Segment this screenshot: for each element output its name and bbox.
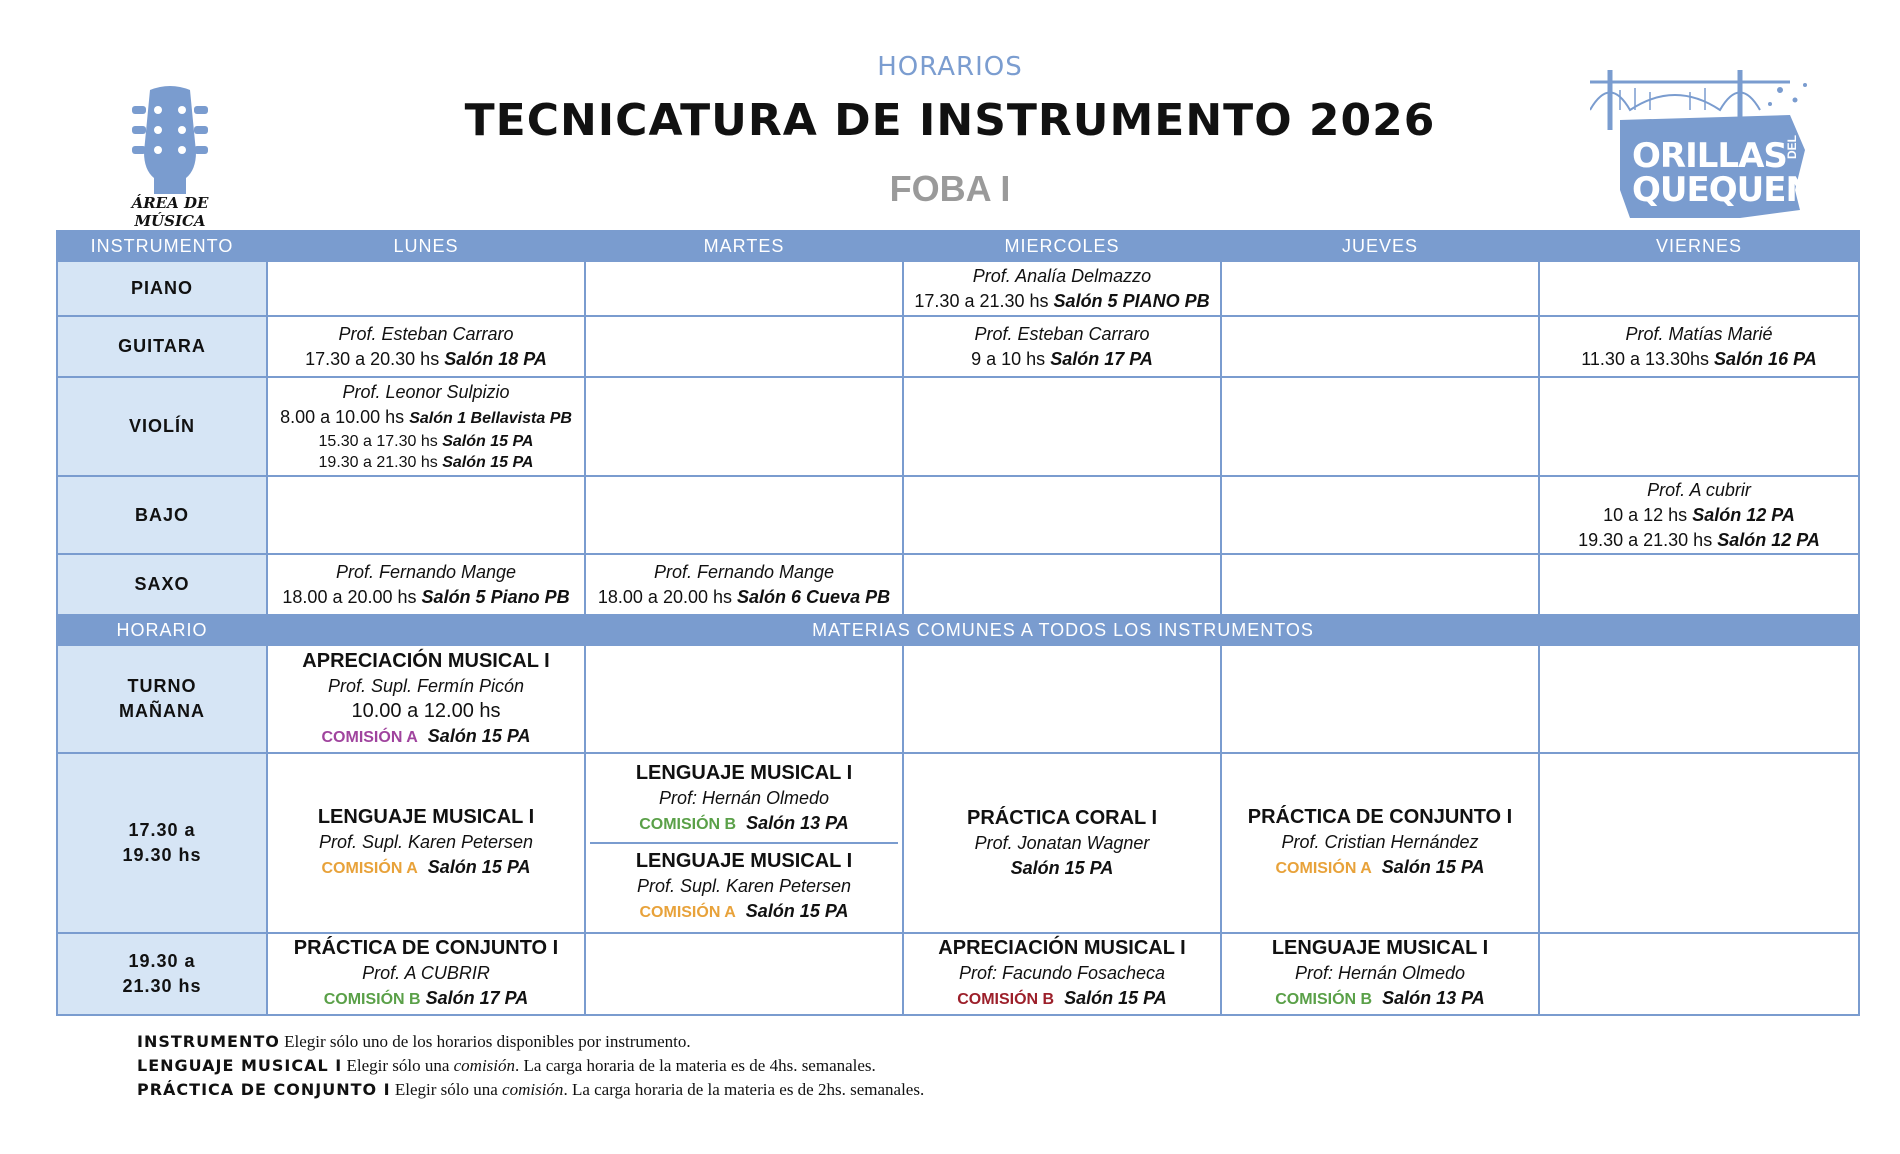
comision-badge: COMISIÓN B bbox=[1275, 991, 1373, 1008]
room: Salón 15 PA bbox=[1010, 857, 1114, 878]
martes-comision-b-block bbox=[590, 756, 898, 844]
col-header-instrumento: INSTRUMENTO bbox=[57, 231, 267, 261]
cell-empty bbox=[1539, 753, 1859, 933]
room: Salón 1 Bellavista PB bbox=[409, 410, 572, 427]
time: 18.00 a 20.00 hs bbox=[282, 586, 417, 607]
time: 18.00 a 20.00 hs bbox=[597, 586, 733, 607]
cell-empty bbox=[267, 261, 585, 316]
room: Salón 17 PA bbox=[425, 988, 529, 1008]
note-instrumento bbox=[137, 1030, 924, 1054]
cell-noche-miercoles bbox=[903, 933, 1221, 1015]
instrument-label: GUITARA bbox=[57, 316, 267, 377]
room: Salón 5 PIANO PB bbox=[1053, 290, 1210, 311]
time-slot-label bbox=[57, 933, 267, 1015]
room: Salón 15 PA bbox=[442, 433, 534, 450]
room: Salón 6 Cueva PB bbox=[737, 586, 891, 607]
time-slot-label bbox=[57, 753, 267, 933]
schedule-line bbox=[272, 986, 580, 1012]
footnotes bbox=[137, 1030, 924, 1102]
time-slot-line: 19.30 hs bbox=[122, 845, 202, 865]
level-label: FOBA I bbox=[889, 168, 1011, 209]
note-text: Elegir sólo una bbox=[346, 1056, 450, 1075]
professor: Prof: Hernán Olmedo bbox=[1294, 963, 1466, 983]
cell-guitara-viernes bbox=[1539, 316, 1859, 377]
col-header-viernes: VIERNES bbox=[1539, 231, 1859, 261]
time: 11.30 a 13.30hs bbox=[1581, 348, 1710, 369]
subject: LENGUAJE MUSICAL I bbox=[317, 806, 535, 828]
cell-empty bbox=[1539, 645, 1859, 753]
common-header-row bbox=[57, 615, 1859, 645]
room: Salón 15 PA bbox=[1064, 988, 1167, 1008]
row-saxo bbox=[57, 554, 1859, 615]
room: Salón 15 PA bbox=[427, 725, 531, 746]
cell-tarde-jueves bbox=[1221, 753, 1539, 933]
cell-empty bbox=[903, 645, 1221, 753]
cell-guitara-lunes bbox=[267, 316, 585, 377]
professor: Prof. Matías Marié bbox=[1625, 323, 1773, 344]
time-slot-line: 21.30 hs bbox=[122, 976, 202, 996]
instrument-label: VIOLÍN bbox=[57, 377, 267, 476]
schedule-line bbox=[272, 585, 580, 610]
schedule-line bbox=[908, 347, 1216, 372]
time: 19.30 a 21.30 hs bbox=[1578, 529, 1713, 550]
row-piano bbox=[57, 261, 1859, 316]
professor: Prof. Esteban Carraro bbox=[338, 323, 514, 344]
comision-badge: COMISIÓN A bbox=[321, 860, 418, 877]
time: 10 a 12 hs bbox=[1603, 504, 1688, 525]
schedule-line bbox=[908, 986, 1216, 1012]
schedule-line bbox=[272, 431, 580, 452]
schedule-line bbox=[594, 899, 894, 925]
time: 17.30 a 20.30 hs bbox=[305, 348, 440, 369]
room: Salón 15 PA bbox=[427, 857, 531, 877]
cell-tarde-martes bbox=[585, 753, 903, 933]
cell-manana-lunes bbox=[267, 645, 585, 753]
time-slot-line: 17.30 a bbox=[128, 820, 196, 840]
schedule-line bbox=[272, 855, 580, 881]
col-header-lunes: LUNES bbox=[267, 231, 585, 261]
professor: Prof. A cubrir bbox=[1647, 479, 1751, 500]
cell-empty bbox=[585, 476, 903, 554]
note-text: Elegir sólo una bbox=[394, 1080, 498, 1099]
area-de-musica-logo bbox=[100, 82, 240, 230]
professor: Prof. Fernando Mange bbox=[335, 561, 517, 582]
cell-tarde-lunes bbox=[267, 753, 585, 933]
logo-text-del: DEL bbox=[1785, 135, 1799, 159]
room: Salón 15 PA bbox=[1381, 857, 1485, 877]
guitar-headstock-icon bbox=[100, 82, 240, 194]
professor: Prof: Facundo Fosacheca bbox=[958, 963, 1166, 983]
note-text: . La carga horaria de la materia es de 4hs. semanales. bbox=[515, 1056, 876, 1075]
room: Salón 18 PA bbox=[444, 348, 547, 369]
schedule-line bbox=[1544, 503, 1854, 528]
schedule-line bbox=[272, 724, 580, 750]
time-slot-label bbox=[57, 645, 267, 753]
cell-empty bbox=[1539, 933, 1859, 1015]
room: Salón 12 PA bbox=[1717, 529, 1820, 550]
cell-empty bbox=[585, 933, 903, 1015]
note-key: LENGUAJE MUSICAL I bbox=[137, 1056, 343, 1075]
subject: LENGUAJE MUSICAL I bbox=[635, 850, 853, 872]
professor: Prof. Analía Delmazzo bbox=[972, 265, 1152, 286]
schedule-line bbox=[272, 405, 580, 431]
schedule-line bbox=[908, 289, 1216, 314]
professor: Prof. Leonor Sulpizio bbox=[342, 382, 510, 402]
comision-badge: COMISIÓN A bbox=[639, 904, 736, 921]
time: 17.30 a 21.30 hs bbox=[914, 290, 1049, 311]
cell-empty bbox=[585, 645, 903, 753]
room: Salón 15 PA bbox=[745, 901, 849, 921]
comision-badge: COMISIÓN B bbox=[957, 991, 1055, 1008]
professor: Prof. Esteban Carraro bbox=[974, 323, 1150, 344]
cell-empty bbox=[1221, 316, 1539, 377]
logo-text-orillas: ORILLAS bbox=[1632, 136, 1787, 176]
cell-empty bbox=[267, 476, 585, 554]
schedule-line bbox=[1544, 528, 1854, 553]
professor: Prof. Supl. Karen Petersen bbox=[636, 876, 852, 896]
note-key: PRÁCTICA DE CONJUNTO I bbox=[137, 1080, 391, 1099]
martes-comision-a-block bbox=[590, 844, 898, 930]
time: 9 a 10 hs bbox=[971, 348, 1046, 369]
room: Salón 15 PA bbox=[442, 454, 534, 471]
room: Salón 13 PA bbox=[746, 813, 849, 833]
row-turno-manana bbox=[57, 645, 1859, 753]
time-slot-line: TURNO bbox=[127, 676, 197, 696]
note-italic: comisión bbox=[453, 1056, 516, 1075]
time-slot-line: 19.30 a bbox=[128, 951, 196, 971]
time: 10.00 a 12.00 hs bbox=[351, 699, 501, 722]
comision-badge: COMISIÓN B bbox=[323, 991, 421, 1008]
cell-empty bbox=[903, 554, 1221, 615]
cell-empty bbox=[1539, 377, 1859, 476]
room: Salón 13 PA bbox=[1382, 988, 1485, 1008]
instrument-label: BAJO bbox=[57, 476, 267, 554]
row-guitara bbox=[57, 316, 1859, 377]
comision-badge: COMISIÓN A bbox=[321, 728, 418, 746]
schedule-line bbox=[1226, 986, 1534, 1012]
note-text: . La carga horaria de la materia es de 2hs. semanales. bbox=[563, 1080, 925, 1099]
schedule-line bbox=[272, 347, 580, 372]
subject: APRECIACIÓN MUSICAL I bbox=[302, 649, 550, 672]
cell-saxo-martes bbox=[585, 554, 903, 615]
time: 8.00 a 10.00 hs bbox=[280, 407, 405, 427]
cell-saxo-lunes bbox=[267, 554, 585, 615]
room: Salón 12 PA bbox=[1692, 504, 1795, 525]
time-slot-line: MAÑANA bbox=[119, 701, 205, 721]
subject: PRÁCTICA DE CONJUNTO I bbox=[293, 937, 559, 959]
cell-empty bbox=[1221, 476, 1539, 554]
note-practica bbox=[137, 1078, 924, 1102]
cell-empty bbox=[1539, 261, 1859, 316]
time: 19.30 a 21.30 hs bbox=[318, 454, 438, 471]
col-header-jueves: JUEVES bbox=[1221, 231, 1539, 261]
room: Salón 17 PA bbox=[1050, 348, 1153, 369]
col-header-materias-comunes: MATERIAS COMUNES A TODOS LOS INSTRUMENTOS bbox=[267, 615, 1859, 645]
cell-noche-jueves bbox=[1221, 933, 1539, 1015]
schedule-line bbox=[1544, 347, 1854, 372]
row-bajo bbox=[57, 476, 1859, 554]
note-text: Elegir sólo uno de los horarios disponibles por instrumento. bbox=[284, 1032, 691, 1051]
note-lenguaje bbox=[137, 1054, 924, 1078]
professor: Prof. Supl. Karen Petersen bbox=[318, 832, 534, 852]
cell-empty bbox=[1539, 554, 1859, 615]
subject: APRECIACIÓN MUSICAL I bbox=[938, 937, 1186, 959]
instrument-header-row bbox=[57, 231, 1859, 261]
subject: LENGUAJE MUSICAL I bbox=[635, 762, 853, 784]
professor: Prof. Jonatan Wagner bbox=[974, 832, 1150, 853]
subject: PRÁCTICA CORAL I bbox=[967, 806, 1157, 829]
cell-empty bbox=[585, 377, 903, 476]
professor: Prof. Fernando Mange bbox=[653, 561, 835, 582]
cell-piano-miercoles bbox=[903, 261, 1221, 316]
row-noche bbox=[57, 933, 1859, 1015]
schedule-line bbox=[272, 452, 580, 473]
instrument-label: PIANO bbox=[57, 261, 267, 316]
page-subtitle: HORARIOS bbox=[877, 52, 1023, 82]
cell-tarde-miercoles bbox=[903, 753, 1221, 933]
orillas-del-quequen-logo bbox=[1590, 70, 1820, 220]
cell-violin-lunes bbox=[267, 377, 585, 476]
comision-badge: COMISIÓN B bbox=[639, 816, 737, 833]
subject: LENGUAJE MUSICAL I bbox=[1271, 937, 1489, 959]
comision-badge: COMISIÓN A bbox=[1275, 860, 1372, 877]
schedule-line bbox=[1226, 855, 1534, 881]
note-key: INSTRUMENTO bbox=[137, 1032, 280, 1051]
note-italic: comisión bbox=[502, 1080, 564, 1099]
room: Salón 16 PA bbox=[1714, 348, 1817, 369]
subject: PRÁCTICA DE CONJUNTO I bbox=[1247, 806, 1513, 828]
row-tarde bbox=[57, 753, 1859, 933]
cell-noche-lunes bbox=[267, 933, 585, 1015]
cell-empty bbox=[585, 261, 903, 316]
professor: Prof: Hernán Olmedo bbox=[658, 788, 830, 808]
cell-empty bbox=[585, 316, 903, 377]
cell-empty bbox=[903, 476, 1221, 554]
row-violin bbox=[57, 377, 1859, 476]
cell-guitara-miercoles bbox=[903, 316, 1221, 377]
logo-caption: ÁREA DE MÚSICA bbox=[131, 194, 209, 230]
professor: Prof. Cristian Hernández bbox=[1281, 832, 1479, 852]
schedule-line bbox=[590, 585, 898, 610]
cell-empty bbox=[903, 377, 1221, 476]
cell-empty bbox=[1221, 554, 1539, 615]
time: 15.30 a 17.30 hs bbox=[318, 433, 438, 450]
cell-empty bbox=[1221, 377, 1539, 476]
professor: Prof. A CUBRIR bbox=[362, 963, 490, 983]
instrument-label: SAXO bbox=[57, 554, 267, 615]
schedule-table bbox=[56, 230, 1860, 1016]
col-header-horario: HORARIO bbox=[57, 615, 267, 645]
schedule-line bbox=[594, 811, 894, 837]
cell-empty bbox=[1221, 261, 1539, 316]
professor: Prof. Supl. Fermín Picón bbox=[327, 675, 525, 696]
logo-text-quequen: QUEQUEN bbox=[1632, 170, 1813, 210]
cell-bajo-viernes bbox=[1539, 476, 1859, 554]
col-header-miercoles: MIERCOLES bbox=[903, 231, 1221, 261]
page-title: TECNICATURA DE INSTRUMENTO 2026 bbox=[464, 95, 1436, 146]
room: Salón 5 Piano PB bbox=[421, 586, 570, 607]
col-header-martes: MARTES bbox=[585, 231, 903, 261]
cell-empty bbox=[1221, 645, 1539, 753]
